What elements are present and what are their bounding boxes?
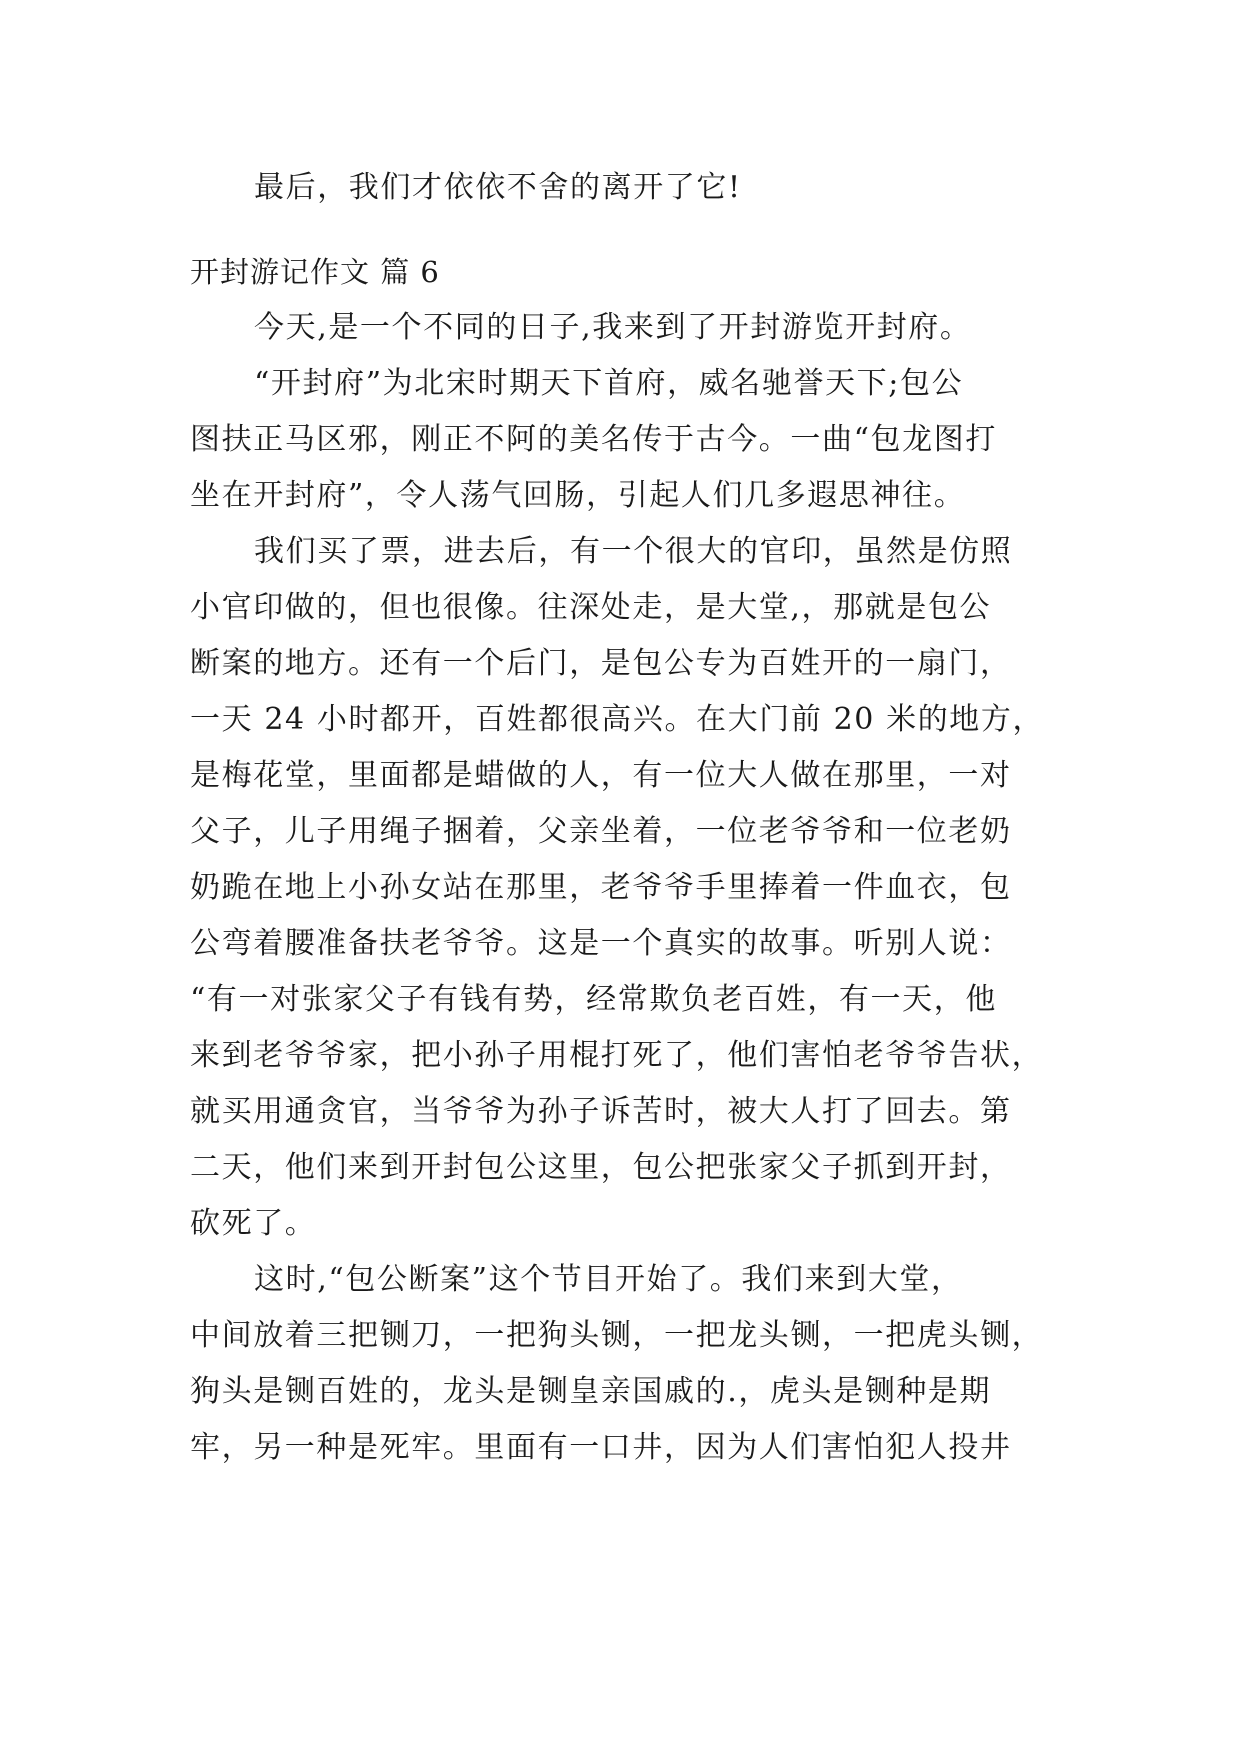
paragraph-line: 今天,是一个不同的日子,我来到了开封游览开封府。 bbox=[254, 310, 972, 345]
paragraph-line: 来到老爷爷家，把小孙子用棍打死了，他们害怕老爷爷告状， bbox=[190, 1038, 1044, 1073]
paragraph-line: 父子，儿子用绳子捆着，父亲坐着，一位老爷爷和一位老奶 bbox=[190, 814, 1012, 849]
paragraph-line: 公弯着腰准备扶老爷爷。这是一个真实的故事。听别人说： bbox=[190, 926, 1012, 961]
paragraph-line: “有一对张家父子有钱有势，经常欺负老百姓，有一天，他 bbox=[190, 982, 997, 1017]
paragraph-line: 一天 24 小时都开，百姓都很高兴。在大门前 20 米的地方， bbox=[190, 702, 1045, 737]
paragraph-line: 狗头是铡百姓的，龙头是铡皇亲国戚的.，虎头是铡种是期 bbox=[190, 1374, 992, 1409]
paragraph-line: 牢，另一种是死牢。里面有一口井，因为人们害怕犯人投井 bbox=[190, 1430, 1012, 1465]
paragraph-line: 就买用通贪官，当爷爷为孙子诉苦时，被大人打了回去。第 bbox=[190, 1094, 1012, 1129]
paragraph-line: 砍死了。 bbox=[190, 1206, 317, 1241]
paragraph-line: 小官印做的，但也很像。往深处走，是大堂,，那就是包公 bbox=[190, 590, 992, 625]
paragraph-line: 中间放着三把铡刀，一把狗头铡，一把龙头铡，一把虎头铡， bbox=[190, 1318, 1044, 1353]
section-title: 开封游记作文 篇 6 bbox=[190, 255, 440, 289]
paragraph-line: 我们买了票，进去后，有一个很大的官印，虽然是仿照 bbox=[254, 534, 1013, 569]
paragraph-line: 图扶正马区邪，刚正不阿的美名传于古今。一曲“包龙图打 bbox=[190, 422, 997, 457]
paragraph-line: “开封府”为北宋时期天下首府，威名驰誉天下;包公 bbox=[254, 366, 964, 401]
paragraph-line: 是梅花堂，里面都是蜡做的人，有一位大人做在那里，一对 bbox=[190, 758, 1012, 793]
paragraph-line: 坐在开封府”，令人荡气回肠，引起人们几多遐思神往。 bbox=[190, 478, 966, 513]
paragraph-line: 奶跪在地上小孙女站在那里，老爷爷手里捧着一件血衣，包 bbox=[190, 870, 1012, 905]
paragraph-line: 二天，他们来到开封包公这里，包公把张家父子抓到开封， bbox=[190, 1150, 1012, 1185]
paragraph-line: 断案的地方。还有一个后门，是包公专为百姓开的一扇门， bbox=[190, 646, 1012, 681]
paragraph-line: 这时,“包公断案”这个节目开始了。我们来到大堂， bbox=[254, 1262, 963, 1297]
closing-sentence: 最后，我们才依依不舍的离开了它! bbox=[254, 170, 742, 205]
